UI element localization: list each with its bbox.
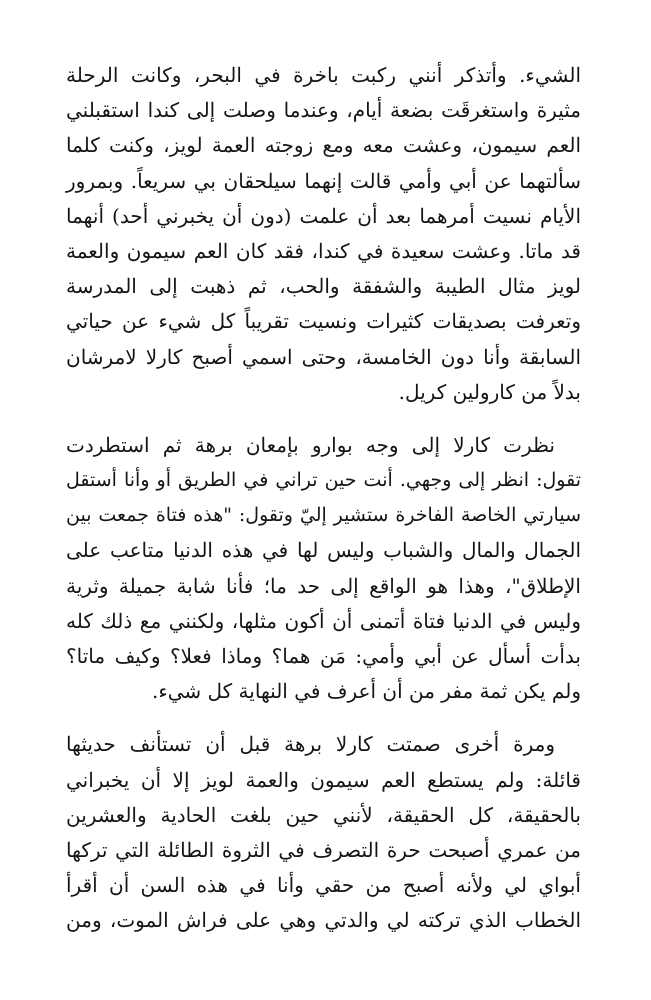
text-line: بدأت أسأل عن أبي وأمي: مَن هما؟ وماذا فعلا؟ وكيف ماتا؟ [66,644,581,668]
text-line: لويز مثال الطيبة والشفقة والحب، ثم ذهبت إلى المدرسة [66,274,581,299]
book-page [66,58,581,957]
text-line: ومرة أخرى صمتت كارلا برهة قبل أن تستأنف حديثها [66,732,555,757]
text-line: ولم يكن ثمة مفر من أن أعرف في النهاية كل شيء. [151,679,581,704]
text-line: بدلاً من كارولين كريل. [398,379,581,404]
text-line: الجمال والمال والشباب وليس لها في هذه الدنيا متاعب على [66,538,581,563]
text-line: السابقة وأنا دون الخامسة، وحتى اسمي أصبح كارلا لامرشان [66,344,581,369]
text-line: بالحقيقة، كل الحقيقة، لأنني حين بلغت الحادية والعشرين [66,802,581,827]
paragraph-1 [66,58,581,410]
text-line: قائلة: ولم يستطع العم سيمون والعمة لويز إلا أن يخبراني [66,767,581,792]
text-line: الخطاب الذي تركته لي والدتي وهي على فراش الموت، ومن [66,908,581,933]
text-line: الشيء. وأتذكر أنني ركبت باخرة في البحر، وكانت الرحلة [66,63,581,87]
text-line: الأيام نسيت أمرهما بعد أن علمت (دون أن يخبرني أحد) أنهما [66,203,581,228]
text-line: من عمري أصبحت حرة التصرف في الثروة الطائلة التي تركها [66,837,581,862]
text-line: تقول: انظر إلى وجهي. أنت حين تراني في الطريق أو وأنا أستقل [66,469,581,492]
text-line: نظرت كارلا إلى وجه بوارو بإمعان برهة ثم استطردت [66,432,555,457]
text-line: مثيرة واستغرقَت بضعة أيام، وعندما وصلت إلى كندا استقبلني [66,98,581,123]
text-line: سيارتي الخاصة الفاخرة ستشير إليّ وتقول: "هذه فتاة جمعت بين [66,504,581,527]
text-line: الإطلاق"، وهذا هو الواقع إلى حد ما؛ فأنا شابة جميلة وثرية [66,573,581,598]
text-line: العم سيمون، وعشت معه ومع زوجته العمة لويز، وكنت كلما [66,133,581,158]
text-line: وليس في الدنيا فتاة أتمنى أن أكون مثلها، ولكنني مع ذلك كله [66,608,581,633]
text-line: أبواي لي ولأنه أصبح من حقي وأنا في هذه السن أن أقرأ [66,873,581,898]
text-line: سألتهما عن أبي وأمي قالت إنهما سيلحقان بي سريعاً. وبمرور [66,168,581,193]
text-line: وتعرفت بصديقات كثيرات ونسيت تقريباً كل شيء عن حياتي [66,309,581,334]
paragraph-2 [66,428,581,710]
paragraph-3 [66,727,581,938]
text-line: قد ماتا. وعشت سعيدة في كندا، فقد كان العم سيمون والعمة [66,238,581,263]
